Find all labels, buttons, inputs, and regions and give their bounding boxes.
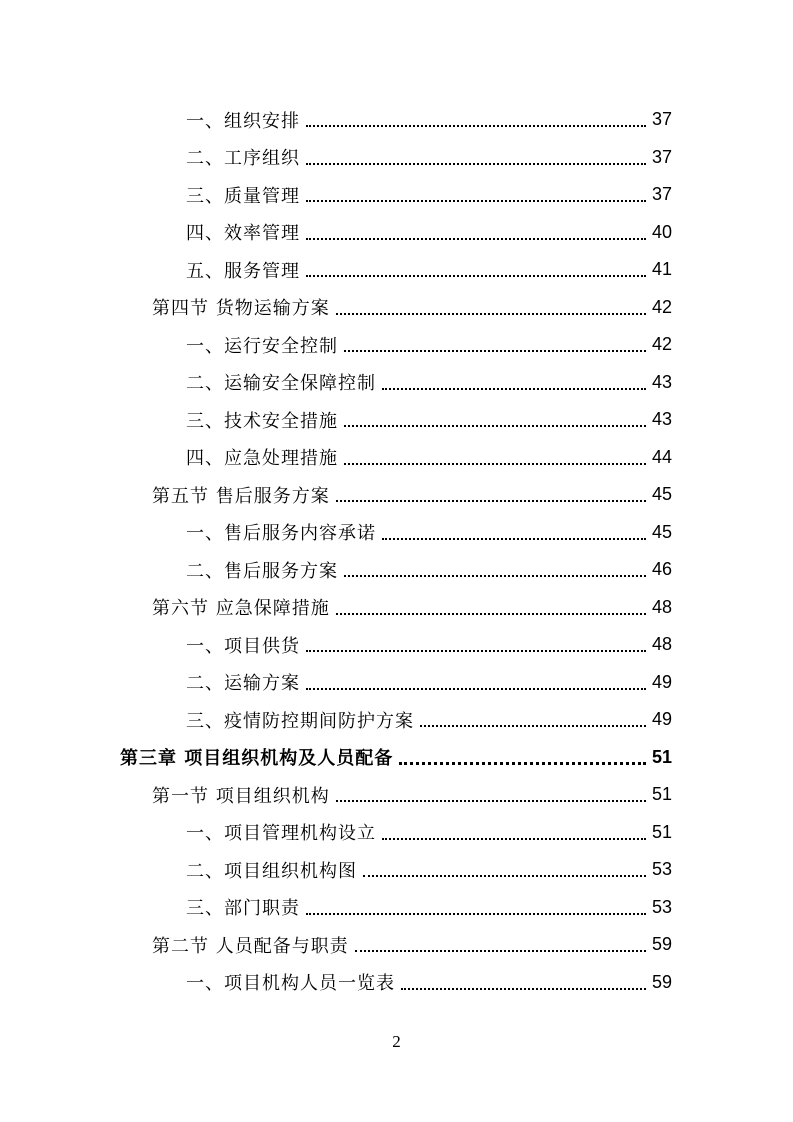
dot-leader — [344, 574, 646, 577]
dot-leader — [344, 462, 646, 465]
toc-subsection-entry[interactable] — [0, 626, 672, 664]
toc-entry-page-number: 37 — [651, 184, 672, 205]
toc-subsection-entry[interactable] — [0, 326, 672, 364]
toc-entry-title: 三、部门职责 — [186, 898, 300, 920]
toc-subsection-entry[interactable] — [0, 251, 672, 289]
toc-entry-page-number: 51 — [651, 746, 672, 767]
toc-entry-page-number: 45 — [651, 521, 672, 542]
toc-entry-title: 一、组织安排 — [186, 110, 300, 132]
toc-entry-title: 二、运输安全保障控制 — [186, 373, 376, 395]
toc-entry-page-number: 49 — [651, 671, 672, 692]
toc-section-entry[interactable] — [0, 776, 672, 814]
toc-entry-page-number: 43 — [651, 371, 672, 392]
toc-entry-title: 第五节 售后服务方案 — [152, 485, 330, 507]
toc-entry-title: 二、工序组织 — [186, 148, 300, 170]
toc-entry-page-number: 42 — [651, 296, 672, 317]
toc-entry-title: 四、应急处理措施 — [186, 448, 338, 470]
toc-subsection-entry[interactable] — [0, 139, 672, 177]
dot-leader — [336, 312, 646, 315]
dot-leader — [399, 761, 646, 765]
toc-entry-title: 三、质量管理 — [186, 185, 300, 207]
dot-leader — [306, 199, 646, 202]
toc-entry-title: 三、疫情防控期间防护方案 — [186, 710, 414, 732]
dot-leader — [306, 649, 646, 652]
toc-entry-title: 五、服务管理 — [186, 260, 300, 282]
table-of-contents — [0, 101, 793, 1001]
toc-entry-page-number: 49 — [651, 709, 672, 730]
dot-leader — [336, 499, 646, 502]
dot-leader — [306, 274, 646, 277]
toc-entry-page-number: 48 — [651, 596, 672, 617]
toc-entry-title: 第三章 项目组织机构及人员配备 — [120, 748, 394, 770]
toc-subsection-entry[interactable] — [0, 701, 672, 739]
toc-chapter-entry[interactable] — [0, 739, 672, 777]
toc-entry-title: 第六节 应急保障措施 — [152, 598, 330, 620]
toc-entry-page-number: 40 — [651, 221, 672, 242]
toc-subsection-entry[interactable] — [0, 214, 672, 252]
toc-subsection-entry[interactable] — [0, 664, 672, 702]
dot-leader — [306, 124, 646, 127]
dot-leader — [336, 799, 646, 802]
toc-section-entry[interactable] — [0, 926, 672, 964]
toc-entry-page-number: 48 — [651, 634, 672, 655]
dot-leader — [306, 162, 646, 165]
dot-leader — [306, 687, 646, 690]
toc-subsection-entry[interactable] — [0, 851, 672, 889]
toc-subsection-entry[interactable] — [0, 551, 672, 589]
toc-entry-page-number: 37 — [651, 109, 672, 130]
toc-subsection-entry[interactable] — [0, 814, 672, 852]
toc-entry-page-number: 53 — [651, 896, 672, 917]
toc-subsection-entry[interactable] — [0, 514, 672, 552]
toc-entry-page-number: 41 — [651, 259, 672, 280]
dot-leader — [355, 949, 646, 952]
toc-entry-page-number: 44 — [651, 446, 672, 467]
toc-entry-page-number: 51 — [651, 821, 672, 842]
toc-subsection-entry[interactable] — [0, 964, 672, 1002]
toc-entry-page-number: 51 — [651, 784, 672, 805]
dot-leader — [306, 237, 646, 240]
toc-entry-page-number: 53 — [651, 859, 672, 880]
dot-leader — [382, 387, 646, 390]
toc-entry-title: 第一节 项目组织机构 — [152, 785, 330, 807]
toc-entry-title: 二、项目组织机构图 — [186, 860, 357, 882]
dot-leader — [420, 724, 646, 727]
toc-entry-title: 一、售后服务内容承诺 — [186, 523, 376, 545]
toc-entry-title: 三、技术安全措施 — [186, 410, 338, 432]
toc-entry-page-number: 46 — [651, 559, 672, 580]
dot-leader — [382, 837, 646, 840]
toc-entry-title: 二、运输方案 — [186, 673, 300, 695]
toc-entry-page-number: 45 — [651, 484, 672, 505]
toc-subsection-entry[interactable] — [0, 439, 672, 477]
toc-entry-title: 第四节 货物运输方案 — [152, 298, 330, 320]
toc-entry-title: 一、项目管理机构设立 — [186, 823, 376, 845]
toc-subsection-entry[interactable] — [0, 176, 672, 214]
toc-entry-title: 一、运行安全控制 — [186, 335, 338, 357]
toc-entry-page-number: 43 — [651, 409, 672, 430]
dot-leader — [382, 537, 646, 540]
dot-leader — [306, 912, 646, 915]
dot-leader — [344, 349, 646, 352]
toc-entry-page-number: 37 — [651, 146, 672, 167]
dot-leader — [401, 987, 646, 990]
toc-entry-page-number: 42 — [651, 334, 672, 355]
toc-entry-page-number: 59 — [651, 934, 672, 955]
toc-subsection-entry[interactable] — [0, 101, 672, 139]
dot-leader — [344, 424, 646, 427]
toc-section-entry[interactable] — [0, 589, 672, 627]
toc-entry-title: 四、效率管理 — [186, 223, 300, 245]
page-number: 2 — [392, 1032, 401, 1051]
toc-entry-title: 二、售后服务方案 — [186, 560, 338, 582]
toc-entry-page-number: 59 — [651, 971, 672, 992]
toc-entry-title: 一、项目机构人员一览表 — [186, 973, 395, 995]
dot-leader — [336, 612, 646, 615]
toc-subsection-entry[interactable] — [0, 889, 672, 927]
toc-entry-title: 一、项目供货 — [186, 635, 300, 657]
dot-leader — [363, 874, 646, 877]
toc-section-entry[interactable] — [0, 476, 672, 514]
toc-subsection-entry[interactable] — [0, 401, 672, 439]
toc-section-entry[interactable] — [0, 289, 672, 327]
toc-entry-title: 第二节 人员配备与职责 — [152, 935, 349, 957]
toc-subsection-entry[interactable] — [0, 364, 672, 402]
